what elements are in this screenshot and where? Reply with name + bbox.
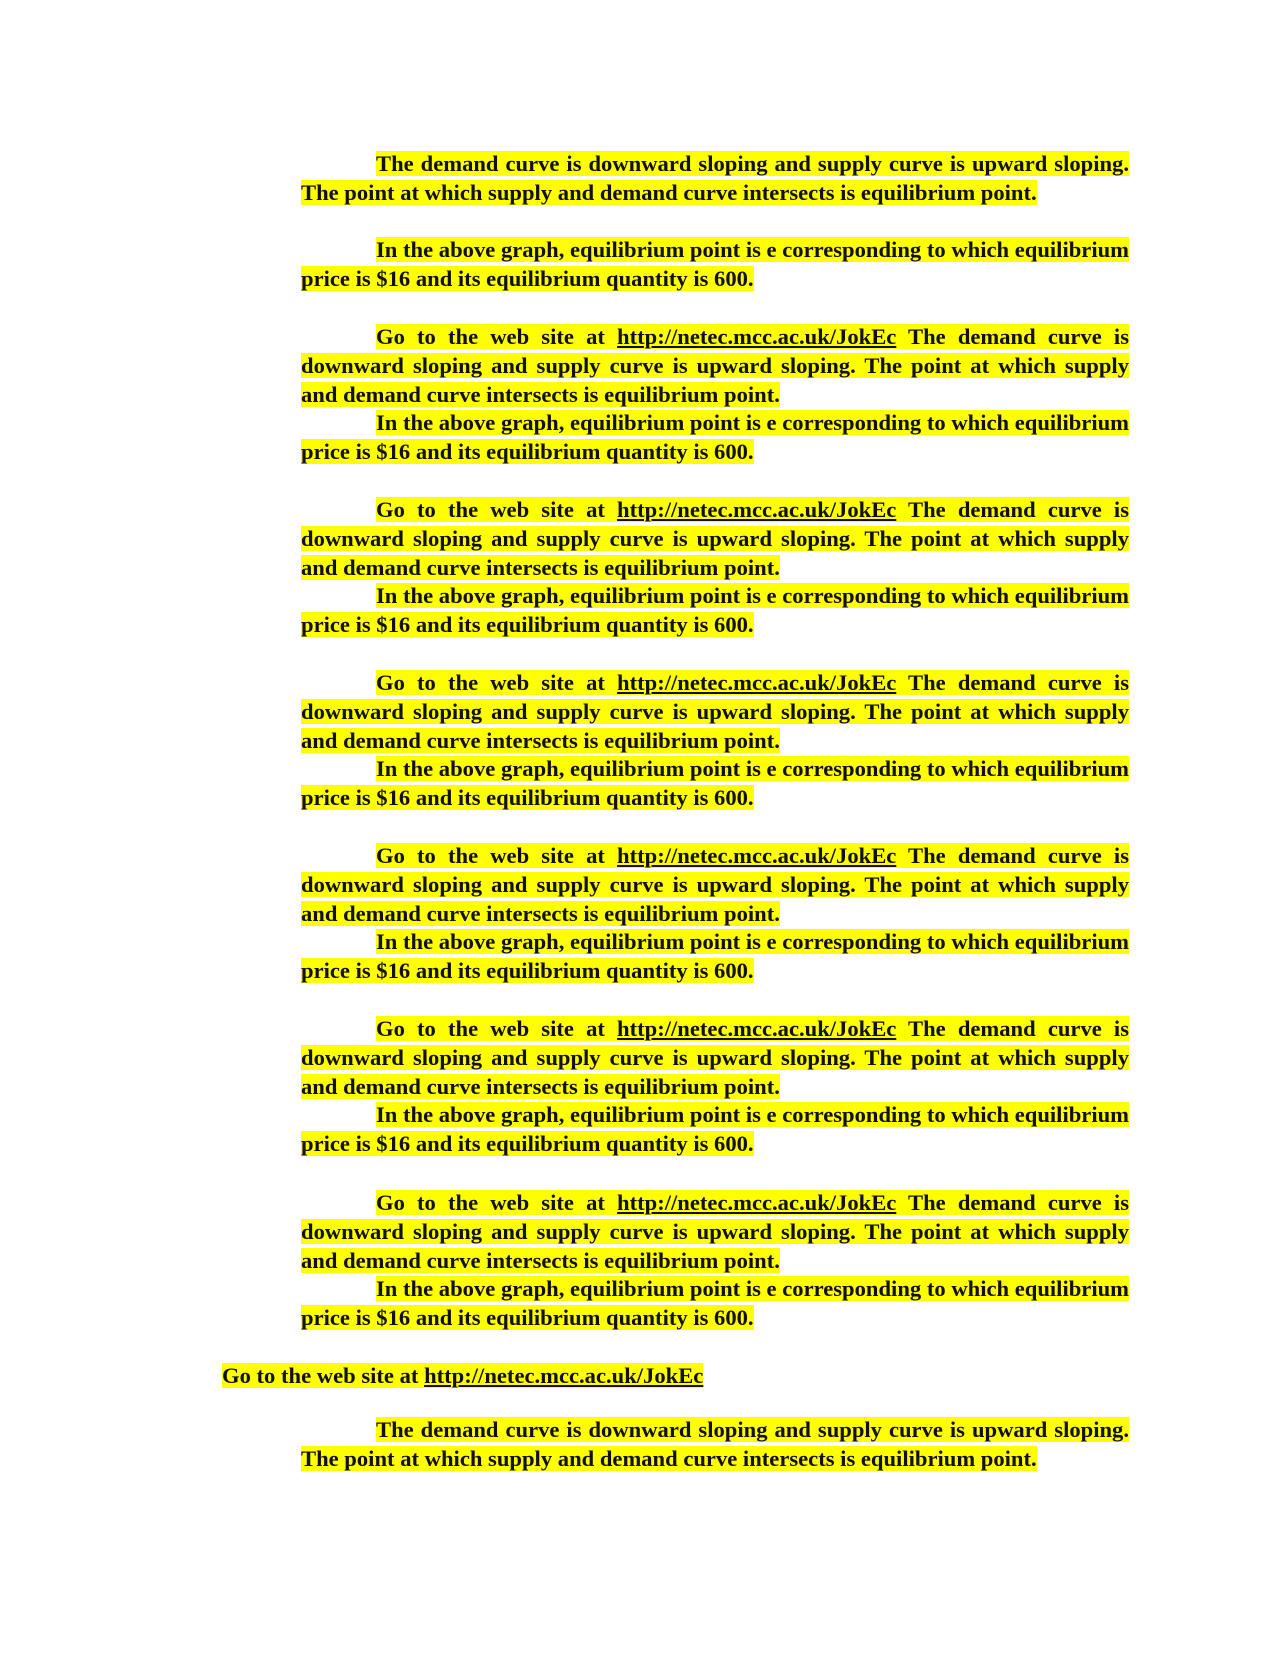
paragraph-text: The demand curve is downward sloping and supply curve is upward sloping. The point at which supply and demand curve intersects is equilibrium point. <box>301 1016 1129 1099</box>
highlighted-text: In the above graph, equilibrium point is e corresponding to which equilibrium price is $16 and its equilibrium quantity is 600. <box>301 583 1129 638</box>
website-link[interactable]: http://netec.mcc.ac.uk/JokEc <box>617 670 897 695</box>
paragraph-prefix: Go to the web site at <box>222 1363 425 1388</box>
website-link[interactable]: http://netec.mcc.ac.uk/JokEc <box>424 1363 704 1388</box>
paragraph-prefix: Go to the web site at <box>376 324 618 349</box>
website-link[interactable]: http://netec.mcc.ac.uk/JokEc <box>617 324 897 349</box>
highlighted-text: In the above graph, equilibrium point is e corresponding to which equilibrium price is $16 and its equilibrium quantity is 600. <box>301 929 1129 984</box>
standalone-link-line <box>222 1362 703 1391</box>
paragraph <box>301 323 1129 409</box>
highlighted-text: In the above graph, equilibrium point is e corresponding to which equilibrium price is $16 and its equilibrium quantity is 600. <box>301 1276 1129 1331</box>
paragraph <box>301 236 1129 294</box>
highlighted-text: In the above graph, equilibrium point is e corresponding to which equilibrium price is $16 and its equilibrium quantity is 600. <box>301 410 1129 465</box>
highlighted-text: The demand curve is downward sloping and supply curve is upward sloping. The point at which supply and demand curve intersects is equilibrium point. <box>301 151 1129 205</box>
paragraph <box>301 755 1129 813</box>
paragraph <box>301 582 1129 640</box>
paragraph-text: The demand curve is downward sloping and supply curve is upward sloping. The point at which supply and demand curve intersects is equilibrium point. <box>301 324 1129 407</box>
paragraph <box>301 409 1129 467</box>
paragraph <box>301 150 1129 208</box>
paragraph-prefix: Go to the web site at <box>376 843 618 868</box>
highlighted-text: In the above graph, equilibrium point is e corresponding to which equilibrium price is $16 and its equilibrium quantity is 600. <box>301 1102 1129 1157</box>
paragraph <box>301 496 1129 582</box>
paragraph-text: The demand curve is downward sloping and supply curve is upward sloping. The point at which supply and demand curve intersects is equilibrium point. <box>301 670 1129 753</box>
paragraph <box>301 1416 1129 1474</box>
website-link[interactable]: http://netec.mcc.ac.uk/JokEc <box>617 1016 897 1041</box>
paragraph-text: The demand curve is downward sloping and supply curve is upward sloping. The point at which supply and demand curve intersects is equilibrium point. <box>301 497 1129 580</box>
paragraph-prefix: Go to the web site at <box>376 1016 618 1041</box>
paragraph <box>301 928 1129 986</box>
paragraph <box>301 1189 1129 1275</box>
paragraph-prefix: Go to the web site at <box>376 497 618 522</box>
highlighted-text: In the above graph, equilibrium point is e corresponding to which equilibrium price is $16 and its equilibrium quantity is 600. <box>301 237 1129 292</box>
paragraph-prefix: Go to the web site at <box>376 670 618 695</box>
website-link[interactable]: http://netec.mcc.ac.uk/JokEc <box>617 497 897 522</box>
paragraph-text: The demand curve is downward sloping and supply curve is upward sloping. The point at which supply and demand curve intersects is equilibrium point. <box>301 1190 1129 1273</box>
paragraph <box>301 1101 1129 1159</box>
highlighted-text: In the above graph, equilibrium point is e corresponding to which equilibrium price is $16 and its equilibrium quantity is 600. <box>301 756 1129 811</box>
paragraph <box>301 1275 1129 1333</box>
website-link[interactable]: http://netec.mcc.ac.uk/JokEc <box>617 1190 897 1215</box>
paragraph <box>301 669 1129 755</box>
highlighted-text: The demand curve is downward sloping and supply curve is upward sloping. The point at which supply and demand curve intersects is equilibrium point. <box>301 1417 1129 1471</box>
website-link[interactable]: http://netec.mcc.ac.uk/JokEc <box>617 843 897 868</box>
paragraph <box>301 1015 1129 1101</box>
paragraph-text: The demand curve is downward sloping and supply curve is upward sloping. The point at which supply and demand curve intersects is equilibrium point. <box>301 843 1129 926</box>
paragraph <box>301 842 1129 928</box>
paragraph-prefix: Go to the web site at <box>376 1190 618 1215</box>
